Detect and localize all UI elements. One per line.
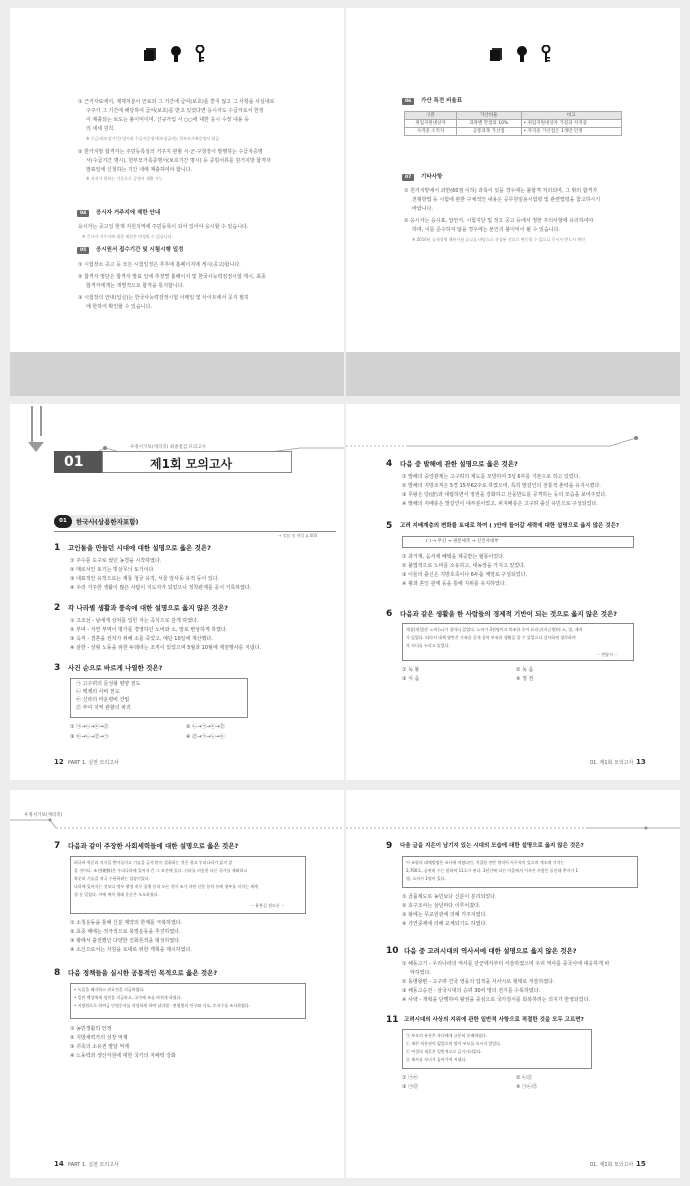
box-line: • 지방관으로 하여금 민정문서를 작성하게 하여 남녀별 · 연령별의 인구와 가호, 토지수를 조사하였다. [74, 1003, 250, 1008]
box-line: 3,700호, 공연히 수는 합하여 11호가 된다. 3년간에 다른 마을에서 이사온 사람은 둘인데 추자가 1 [406, 868, 579, 873]
text-line: 에 한하여 확인할 수 있습니다. [86, 304, 152, 310]
question-text: 고려시대의 사상의 지위에 관한 일반적 사항으로 적절한 것을 모두 고르면? [404, 1017, 584, 1023]
box-line: ㉢ 여성의 재혼은 일반적으로 금기시되었다. [406, 1049, 483, 1054]
page-mid-left [10, 404, 344, 780]
gray-band [10, 352, 344, 396]
section-number: 06 [402, 98, 414, 105]
section-number: 04 [77, 210, 89, 217]
book-icon [490, 46, 504, 66]
question-number: 1 [54, 543, 61, 553]
question-number: 9 [386, 841, 393, 851]
box-line: 정 등 있었다. 이에 세력 형태 운동은 도모하였다. [74, 892, 159, 897]
answer-option[interactable]: ③ 왕에는 무교원관에 의해 거주지였다. [402, 912, 487, 918]
note-line: ※ 수급자(보장기간) 명시된 수급자증명서(보장급여), 한부모가족증명서 발급 [86, 136, 220, 141]
table-cell: • 자격증 가산점은 1개만 인정 [521, 128, 622, 136]
box-line: ㉡ 재산 처분권이 없었으며 딸이 부모를 모시지 않았다. [406, 1041, 502, 1046]
section-title: 응시자 거주지에 제한 안내 [96, 210, 161, 216]
page-footer: PART 1. 실전 모의고사 [68, 1162, 119, 1168]
answer-option[interactable]: ① ㉠→㉡→㉢→㉣ [70, 724, 109, 730]
arrow-down-icon [28, 406, 50, 456]
answer-option[interactable]: ③ 귀족의 소유권 발달 억제 [70, 1044, 130, 1050]
note-line: ※ 지지가 원하는 기준으로 증명서 제출 가능 [86, 176, 163, 181]
text-line: 의 세세 원칙. [86, 126, 115, 132]
box-line: 외국의 학문과 지식을 받아들이고 기술을 급격 많이 섭취하는 것은 결코 우리나라가 잃지 않 [74, 860, 233, 865]
answer-option[interactable]: ④ 가연중제에 의해 교체되기도 하였다. [402, 921, 487, 927]
box-line: ㉣ 부여 지역 관할의 파괴 [76, 705, 131, 711]
answer-option[interactable]: ④ 정 전 [516, 676, 534, 682]
text-line: ① 근거자료에서, 제재처분이 만료되 그 기간에 급여(보호)를 받지 않고 그 사항을 사실대로 [78, 99, 275, 105]
note-line: ※ 2016년 공개경쟁 채용시험 공고를 바탕으로 작성된 것으로 변동될 수 있으니 응시자 반드시 확인 [412, 237, 586, 242]
box-citation: － 윤봉길 점도론 － [250, 903, 285, 908]
text-line: ② 응시자는 응시표, 답안지, 시험지단 및 정오 공고 등에서 정한 주의사항에 유의하여야 [404, 218, 594, 224]
question-text: 다음과 같이 주장한 사회세력들에 대한 설명으로 옳은 것은? [68, 842, 239, 850]
answer-option[interactable]: ② ㉡㉣ [516, 1075, 533, 1081]
page-footer: 01. 제1회 모의고사 [590, 1162, 634, 1168]
table-cell: 사격증 소지자 [405, 128, 457, 136]
table-row [405, 128, 622, 136]
table-cell: 공통과목 가산점 [457, 128, 522, 136]
box-line: 가 있었다. 따라서 대체 양반은 가족을 갖게 살며 부유한 생활을 할 수 있었으나 감사하게 생각하며 [406, 635, 576, 640]
text-line: 전형방법 등 시험에 관한 구체적인 내용은 공무원임용시험령 및 관련법령을 참고하시기 [412, 197, 601, 203]
box-line: ㉢ 신라의 마운령비 건립 [76, 697, 130, 703]
answer-option[interactable]: ② 효종 때에는 적극적으로 북벌운동을 추진하였다. [70, 929, 181, 935]
text-line: 바랍니다. [412, 206, 433, 212]
text-line: ② 합격자 명단은 합격자 발표 일에 추정별 홈페이지 및 한국사능력검정시험 게시, 최종 [78, 274, 266, 280]
header-line-decoration [10, 816, 344, 840]
answer-note: → 정답 및 해설 p.000 [278, 533, 318, 538]
box-line: 학문과 기술을 적극 수용하려는 입장이었다. [74, 876, 150, 881]
exam-subtitle: 우정서기보(계리직) 최종점검 모의고사 [130, 445, 206, 450]
note-line: ※ 응시자 거주지에 대한 제한은 변경될 수 있습니다. [82, 234, 173, 239]
page-footer: 01. 제1회 모의고사 [590, 760, 634, 766]
page-mid-right [346, 404, 680, 780]
text-line: ① 원거지방에서 과반(60점 이하) 과목이 있을 경우에는 불합격 처리되며, 그 밖의 합격자 [404, 188, 598, 194]
answer-option[interactable]: ① ㉠㉢ [402, 1075, 419, 1081]
exam-title: 제1회 모의고사 [150, 457, 233, 471]
answer-option[interactable]: ① 주수를 도구로 썼던 농경을 시작하였다. [70, 558, 162, 564]
answer-option[interactable]: ② 불법적으로 노비를 소유하고, 대농장을 가지고 있었다. [402, 563, 526, 569]
section-number: 05 [77, 247, 89, 254]
table-cell: • 취업지원대상자 가점과 자격증 [521, 120, 622, 128]
question-number: 5 [386, 521, 393, 531]
answer-option[interactable]: ① 골품제도로 농민보다 신분이 분리되었다. [402, 894, 497, 900]
question-number: 4 [386, 459, 393, 469]
page-footer: PART 1. 실전 모의고사 [68, 760, 119, 766]
answer-option[interactable]: ③ 왕에서 출전했던 다양한 진화론적을 형성하였다. [70, 938, 181, 944]
box-line: ㉠ 고구려의 문성왕 평양 천도 [76, 681, 141, 687]
box-line: 자 자녀를 누리고 있었다. [406, 643, 450, 648]
lamp-icon [516, 45, 528, 67]
text-line: ② 한가지방 합격자는 주민등록상의 거주지 관할 시·군·구청장이 발행하는 수급자증명 [78, 149, 263, 155]
answer-option[interactable]: ④ 소신으로서는 자원을 토대로 위한 개혁을 제시하였다. [70, 947, 192, 953]
answer-option[interactable]: ④ 발해의 지배층은 말갈인이 대부분이었고, 피지배층은 고구려 출신 유민으로 구성되었다. [402, 501, 598, 507]
text-line: 발표일에 신청하는 기간 내에 제출하여야 합니다. [86, 167, 193, 173]
table-header: 비고 [521, 112, 622, 120]
text-line: ③ 시험장의 안내(입실)는 한국사능력검정시험 이메일 및 사이트에서 공지 필히 [78, 295, 249, 301]
text-line: ① 시험장소 공고 등 모든 시험일정은 추후에 홈페이지에 게시(공고)합니다. [78, 262, 241, 268]
answer-option[interactable]: ② 호구조사는 삼년마다 이루어졌다. [402, 903, 481, 909]
table-cell: 취업지원대상자 [405, 120, 457, 128]
box-citation: － 연암시 － [596, 652, 619, 657]
page-top-right [346, 8, 680, 396]
box-line: • 녹읍을 폐지하고 관료전을 지급하였다. [74, 987, 145, 992]
question-text: 다음 정책들을 실시한 공통적인 목적으로 옳은 것은? [68, 969, 218, 977]
question-number: 6 [386, 609, 393, 619]
question-number: 8 [54, 968, 61, 978]
answer-option[interactable]: ③ ㉢→㉡→㉣→㉠ [70, 734, 109, 740]
page-number: 15 [636, 1160, 646, 1168]
answer-option[interactable]: ② 발해의 지방조직은 5경 15부62주로 하였으며, 특히 말갈인의 전통적 촌락을 유지시켰다. [402, 483, 601, 489]
box-line: ( ) → 무신 → 권문세족 → 신진사대부 [426, 539, 499, 544]
answer-option[interactable]: ③ 옥저 - 결혼을 전처가 위해 소를 죽었고, 예단 10일에 재산했다. [70, 636, 213, 642]
subject-name: 한국사(상용한자포함) [76, 518, 139, 526]
answer-option[interactable]: ② 녹 읍 [516, 667, 534, 673]
running-tab: 우정서기보(계리직) [24, 813, 63, 818]
answer-option[interactable]: ③ 대표적인 유적으로는 계룡 청궁 유적, 서울 암사동 유적 등이 있다. [70, 576, 220, 582]
section-title: 기타사항 [421, 174, 443, 180]
box-line: 을 것이다. 조선(朝鮮)은 우리나라에 있어서 큰 그 보전에 있다. 신라를 비롯한 다른 국가를 제외하고 [74, 868, 248, 873]
box-line: 이 조항의 대체방법은 조사에 적혔다던, 저절한 전란 형적이 사무적이 있으며 개소에 기지는 [406, 860, 565, 865]
answer-option[interactable]: ④ 왕과 혼인 관계 등을 통해 지위를 유지하였다. [402, 581, 507, 587]
page-top-left [10, 8, 344, 396]
answer-option[interactable]: ④ 우리 거주한 생활이 많은 사람이 지도자가 되었으나 정착관계를 공식 기록하였다. [70, 585, 252, 591]
answer-option[interactable]: ③ 해동고승전 - 삼국시대의 승려 30여 명의 전기를 수록하였다. [402, 988, 541, 994]
box-line: ㉡ 백제의 사비 천도 [76, 689, 120, 695]
question-text: 고려 지배계층의 변화를 토대로 하여 ( )안에 들어갈 세력에 대한 설명으로 옳지 않은 것은? [400, 523, 620, 529]
box-line: 계성(개성)은 노비(노)가 집마다 있었다. 노비가 3천명이고 마조한 주어 표리군(사군방)의 소, 말, 재지 [406, 627, 583, 632]
question-text: 다음 중 발해에 관한 설명으로 옳은 것은? [400, 460, 518, 468]
key-icon [541, 45, 551, 67]
answer-option[interactable]: ② ㉡→㉠→㉢→㉣ [186, 724, 225, 730]
answer-option[interactable]: ① 녹 봉 [402, 667, 420, 673]
answer-option[interactable]: ④ 사략 - 개혁을 단행하여 왕권을 중심으로 국가질서를 회복하려는 의지가 반영되었다. [402, 997, 590, 1003]
answer-option[interactable]: ① 소청운동을 통해 신분 제약의 한계를 극복하였다. [70, 920, 183, 926]
divider [54, 531, 336, 532]
section-title: 응시원서 접수기간 및 시험시행 일정 [96, 247, 184, 253]
question-number: 7 [54, 841, 61, 851]
box-line: • 일반 백성에게 정전을 지급하고, 국가에 조를 바치게 하였다. [74, 995, 182, 1000]
answer-option[interactable]: ① 농민생활의 안정 [70, 1026, 112, 1032]
box-line: ㉣ 제사를 자녀가 돌아가며 지냈다. [406, 1057, 467, 1062]
answer-option[interactable]: ③ 식 읍 [402, 676, 420, 682]
text-line: 응시자는 공고일 현재 지원지역에 주민등록이 되어 있어야 응시할 수 있습니다. [78, 224, 249, 230]
lamp-icon [170, 45, 182, 67]
question-text: 다음과 같은 생활을 한 사람들의 경제적 기반이 되는 것으로 옳지 않은 것은? [400, 610, 618, 618]
text-line: 이 제출되는 보도는 불이익이며, 신규가입 시 ○○에 대한 응시 수정 내용 등 [86, 117, 250, 123]
answer-option[interactable]: ④ ㉠㉡㉣ [516, 1084, 538, 1090]
answer-option[interactable]: ① 해동고기 - 우리나라의 역사를 단군에서부터 서술하였으며 우리 역사를 중국사에 대응하게 파 [402, 961, 610, 967]
page-number: 12 [54, 758, 64, 766]
book-icon [144, 46, 158, 66]
answer-option[interactable]: ③ ㉠㉣ [402, 1084, 419, 1090]
text-line: 합격자에게는 개별적으로 합격을 통지합니다. [86, 283, 185, 289]
question-text: 고인돌을 만들던 시대에 대한 설명으로 옳은 것은? [68, 544, 211, 552]
box-line: 명, 소자가 1명이 있다. [406, 876, 446, 881]
page-number: 13 [636, 758, 646, 766]
answer-option[interactable]: ④ ㉣→㉠→㉡→㉢ [186, 734, 225, 740]
answer-option[interactable]: ③ 무왕은 당(唐)과 대립하면서 정권을 강화하고 산둥반도를 공격하는 등의 모습을 보여주었다. [402, 492, 607, 498]
answer-option[interactable]: ④ 삼한 - 상형 노동을 위한 두레라는 조직이 있었으며 5월과 10월에 제천행사를 지냈다. [70, 645, 262, 651]
section-number: 07 [402, 174, 414, 181]
answer-option[interactable]: ① 과거제, 음서제 혜택을 제공받는 혈통이었다. [402, 554, 505, 560]
table-header: 구분 [405, 112, 457, 120]
section-title: 가산 특전 비율표 [421, 98, 463, 104]
answer-option[interactable]: ② 동명왕편 - 고구려 건국 영웅의 업적을 서사시로 형태로 저술하였다. [402, 979, 555, 985]
gray-band [346, 352, 680, 396]
answer-option[interactable]: ④ 노동력과 생산자원에 대한 국가의 지배력 강화 [70, 1053, 176, 1059]
table-header: 가산비율 [457, 112, 522, 120]
table-row [405, 120, 622, 128]
page-bottom-left [10, 790, 344, 1178]
page-number: 14 [54, 1160, 64, 1168]
text-line: 구주가 그 기간에 해당하여 급여(보호)를 받고 있었다면 응시자도 수급자로서 한정 [86, 108, 264, 114]
answer-option[interactable]: ② 매로서인 토기는 빗살무늬 토기이다. [70, 567, 155, 573]
question-text: 사건 순으로 바르게 나열한 것은? [68, 664, 163, 672]
question-text: 다음 글을 지은이 남기지 있는 시대의 모습에 대한 설명으로 옳지 않은 것은? [400, 843, 584, 849]
bonus-table [404, 111, 622, 136]
question-number: 2 [54, 603, 61, 613]
question-number: 11 [386, 1015, 399, 1025]
answer-option[interactable]: ① 고조선 - 남에게 상처를 입힌 자는 곡식으로 갚게 하였다. [70, 618, 199, 624]
exam-number-badge: 01 [54, 451, 102, 473]
page-bottom-right [346, 790, 680, 1178]
box-line: 나라에 있어서는 것보다 정부 행정 직무 집행 등의 모든 것이 조기 자연 신분 분의 등에 정부를 지지는 세계 [74, 884, 258, 889]
question-number: 3 [54, 663, 61, 673]
box-line: ㉠ 부모의 유산은 자녀에게 균분히 분배하였다. [406, 1033, 488, 1038]
answer-option[interactable]: ③ 이들의 출신은 지방호족이나 6두품 계열로 구성되었다. [402, 572, 528, 578]
answer-option[interactable]: ② 부여 - 자연 부역이 명가를 경영하던 노비와 소, 말로 변상하게 하였다. [70, 627, 228, 633]
header-line-decoration [346, 816, 680, 840]
answer-option[interactable]: ① 발해의 중앙관제는 고구려의 제도를 모방하여 3성 6부를 기본으로 하고 있었다. [402, 474, 581, 480]
question-number: 10 [386, 946, 399, 956]
answer-option-cont: 악하였다. [410, 970, 431, 976]
question-text: 각 나라별 생활과 풍속에 대한 설명으로 옳지 않은 것은? [68, 604, 229, 612]
subject-number: 01 [54, 515, 72, 528]
text-line: 서(수급기간 명시), 한부모가족증명서(보호기간 명시) 등 증빙서류를 원거지방 합격자 [86, 158, 271, 164]
answer-option[interactable]: ② 지방세력가의 성장 억제 [70, 1035, 128, 1041]
text-line: 하며, 이를 준수하지 않을 경우에는 본인의 불이익이 될 수 있습니다. [412, 227, 560, 233]
key-icon [195, 45, 205, 67]
table-cell: 과목별 만점의 10% [457, 120, 522, 128]
question-text: 다음 중 고려시대의 역사서에 대한 설명으로 옳지 않은 것은? [404, 947, 577, 955]
